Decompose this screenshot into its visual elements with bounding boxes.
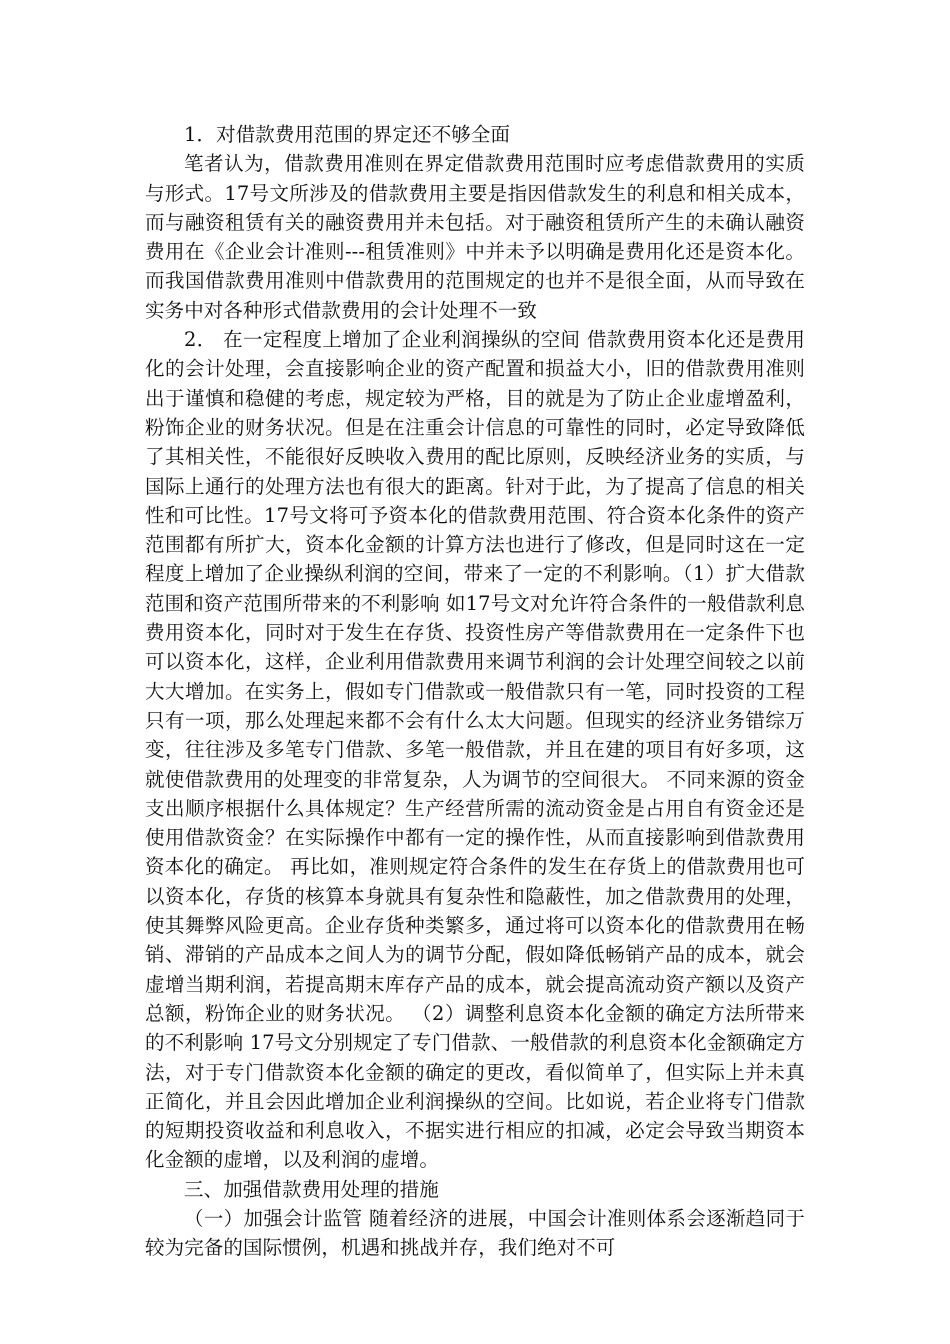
paragraph-2: 2． 在一定程度上增加了企业利润操纵的空间 借款费用资本化还是费用化的会计处理，会直接影响企业的资产配置和损益大小，旧的借款费用准则出于谨慎和稳健的考虑，规定较为严格，目的就是为了防止企业虚增盈利，粉饰企业的财务状况。但是在注重会计信息的可靠性的同时，必定导致降低了其相关性，不能很好反映收入费用的配比原则，反映经济业务的实质，与国际上通行的处理方法也有很大的距离。针对于此，为了提高了信息的相关性和可比性。17号文将可予资本化的借款费用范围、符合资本化条件的资产范围都有所扩大，资本化金额的计算方法也进行了修改，但是同时这在一定程度上增加了企业操纵利润的空间，带来了一定的不利影响。（1）扩大借款范围和资产范围所带来的不利影响 如17号文对允许符合条件的一般借款利息费用资本化，同时对于发生在存货、投资性房产等借款费用在一定条件下也可以资本化，这样，企业利用借款费用来调节利润的会计处理空间较之以前大大增加。在实务上，假如专门借款或一般借款只有一笔，同时投资的工程只有一项，那么处理起来都不会有什么太大问题。但现实的经济业务错综万变，往往涉及多笔专门借款、多笔一般借款，并且在建的项目有好多项，这就使借款费用的处理变的非常复杂，人为调节的空间很大。 不同来源的资金支出顺序根据什么具体规定？生产经营所需的流动资金是占用自有资金还是使用借款资金？在实际操作中都有一定的操作性，从而直接影响到借款费用资本化的确定。 再比如，准则规定符合条件的发生在存货上的借款费用也可以资本化，存货的核算本身就具有复杂性和隐蔽性，加之借款费用的处理，使其舞弊风险更高。企业存货种类繁多，通过将可以资本化的借款费用在畅销、滞销的产品成本之间人为的调节分配，假如降低畅销产品的成本，就会虚增当期利润，若提高期末库存产品的成本，就会提高流动资产额以及资产总额，粉饰企业的财务状况。 （2）调整利息资本化金额的确定方法所带来的不利影响 17号文分别规定了专门借款、一般借款的利息资本化金额确定方法，对于专门借款资本化金额的确定的更改，看似简单了，但实际上并未真正简化，并且会因此增加企业利润操纵的空间。比如说，若企业将专门借款的短期投资收益和利息收入，不据实进行相应的扣减，必定会导致当期资本化金额的虚增，以及利润的虚增。	[145, 328, 805, 1172]
section-heading-1: 1．对借款费用范围的界定还不够全面	[184, 123, 511, 146]
document-body	[145, 120, 805, 1263]
paragraph-1: 笔者认为，借款费用准则在界定借款费用范围时应考虑借款费用的实质与形式。17号文所涉及的借款费用主要是指因借款发生的利息和相关成本，而与融资租赁有关的融资费用并未包括。对于融资租赁所产生的未确认融资费用在《企业会计准则---租赁准则》中并未予以明确是费用化还是资本化。而我国借款费用准则中借款费用的范围规定的也并不是很全面，从而导致在实务中对各种形式借款费用的会计处理不一致	[145, 152, 805, 322]
section-heading-3: 三、加强借款费用处理的措施	[184, 1177, 439, 1201]
paragraph-3: （一）加强会计监管 随着经济的进展，中国会计准则体系会逐渐趋同于较为完备的国际惯例，机遇和挑战并存，我们绝对不可	[145, 1206, 805, 1260]
